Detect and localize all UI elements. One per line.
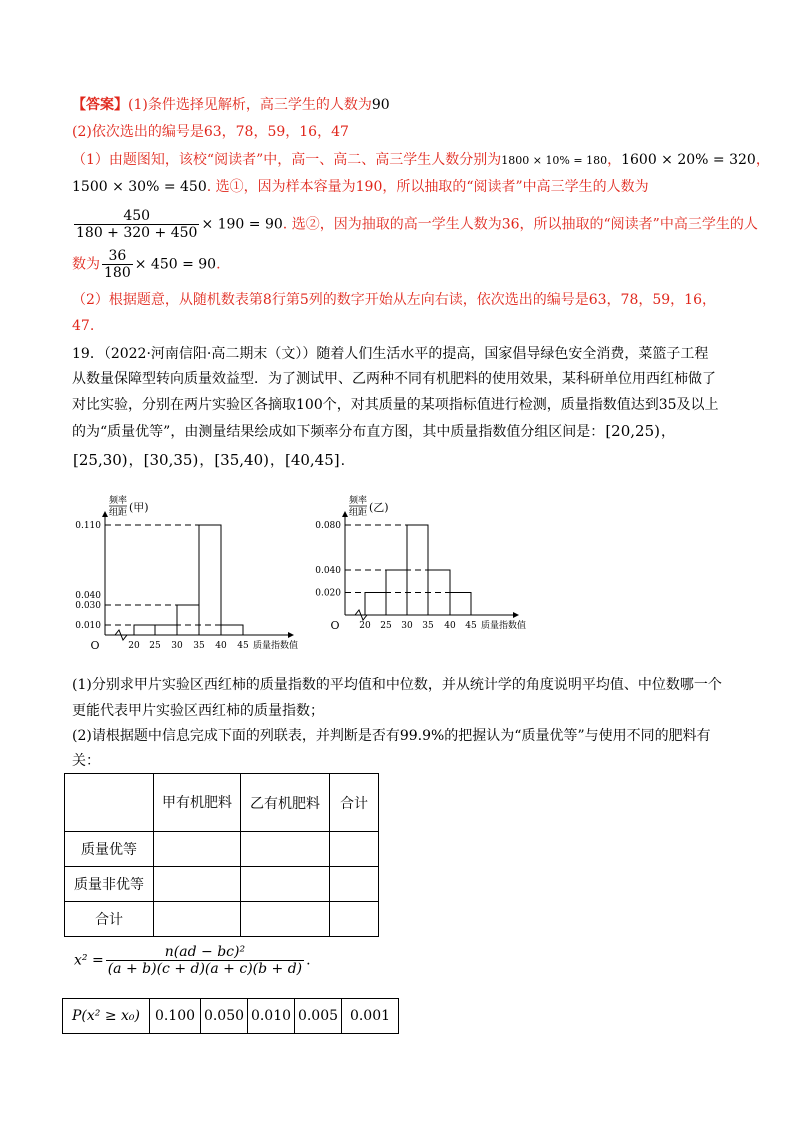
solution-comma: ， — [607, 152, 622, 168]
row-label-total: 合计 — [65, 902, 154, 937]
interval-3: [30,35) — [143, 451, 199, 469]
table-row — [65, 832, 379, 867]
ptable-value: 0.050 — [201, 999, 248, 1034]
interval-2: [25,30) — [73, 451, 128, 469]
histogram-jia — [60, 485, 320, 665]
origin-label: O — [330, 619, 340, 632]
histogram-bar — [134, 625, 155, 635]
y-tick-label: 0.020 — [315, 588, 341, 599]
x-tick-label: 30 — [401, 621, 413, 631]
table-cell[interactable] — [154, 832, 241, 867]
x-tick-label: 25 — [380, 621, 392, 631]
part1-line-1: (1)分别求甲片实验区西红柿的质量指数的平均值和中位数，并从统计学的角度说明平均值、中位数哪一个 — [72, 677, 722, 693]
solution-line-5: （2）根据题意，从随机数表第8行第5列的数字开始从左向右读，依次选出的编号是63，78，59，16， — [72, 292, 716, 308]
answer-tag: 【答案】 — [72, 97, 128, 113]
ptable-value: 0.100 — [150, 999, 201, 1034]
x-tick-label: 30 — [171, 641, 183, 651]
y-axis-arrow — [342, 511, 348, 517]
solution-s1-d: 数为 — [72, 256, 100, 273]
x-tick-label: 20 — [359, 621, 371, 631]
y-tick-label: 0.040 — [75, 591, 101, 601]
solution-line-4 — [72, 248, 221, 281]
chi-square-formula — [74, 944, 311, 977]
q19-line-3: 对比实验，分别在两片实验区各摘取100个，对其质量的某项指标值进行检测，质量指数值达到35及以上 — [72, 397, 719, 413]
q19-line-2: 从数量保障型转向质量效益型．为了测试甲、乙两种不同有机肥料的使用效果，某科研单位用西红柿做了 — [72, 371, 716, 387]
histogram-bar — [450, 593, 471, 616]
table-cell[interactable] — [241, 902, 330, 937]
y-axis-arrow — [102, 511, 108, 517]
interval-4: [35,40) — [214, 451, 269, 469]
q19-line-4: 的为“质量优等”，由测量结果绘成如下频率分布直方图，其中质量指数值分组区间是：[20,25)， — [72, 422, 675, 440]
x-tick-label: 35 — [422, 621, 434, 631]
probability-table — [62, 998, 399, 1034]
x-tick-label: 25 — [149, 641, 161, 651]
row-label-good: 质量优等 — [65, 832, 154, 867]
header-blank — [65, 774, 154, 832]
part2-line-1: (2)请根据题中信息完成下面的列联表，并判断是否有99.9%的把握认为“质量优等”与使用不同的肥料有 — [72, 728, 711, 744]
table-cell[interactable] — [241, 832, 330, 867]
table-cell[interactable] — [154, 867, 241, 902]
solution-line-2 — [72, 177, 649, 197]
fraction-1-rest: × 190 = 90 — [201, 216, 283, 233]
solution-e2: 1600 × 20% = 320 — [621, 152, 756, 168]
fraction-1: $\frac{450}{180 + 320 + 450}$ — [76, 208, 198, 241]
table-row — [65, 867, 379, 902]
table-cell[interactable] — [330, 902, 379, 937]
y-tick-label: 0.010 — [75, 621, 101, 631]
formula-fraction: $\frac{\text{n(ad − bc)²}}{(a + b)(c + d)(a + c)(b + d)}$ — [107, 944, 303, 977]
header-yi: 乙有机肥料 — [241, 774, 330, 832]
histogram-bar — [199, 525, 221, 635]
x-axis-arrow — [288, 632, 294, 638]
table-cell[interactable] — [330, 867, 379, 902]
q19-line-1: 19．（2022·河南信阳·高二期末（文））随着人们生活水平的提高，国家倡导绿色安全消费，菜篮子工程 — [72, 346, 709, 362]
solution-line-3 — [72, 208, 758, 241]
ylabel-top: 频率 — [109, 496, 128, 506]
solution-line-1 — [72, 150, 770, 171]
y-tick-label: 0.080 — [315, 521, 341, 531]
solution-s1-a: （1）由题图知，该校“阅读者”中，高一、高二、高三学生人数分别为 — [72, 152, 502, 168]
header-jia: 甲有机肥料 — [154, 774, 241, 832]
formula-end: . — [306, 952, 311, 969]
ptable-value: 0.010 — [248, 999, 295, 1034]
x-tick-label: 40 — [215, 641, 227, 651]
table-header-row — [65, 774, 379, 832]
ylabel-bottom: 组距 — [109, 508, 128, 518]
q19-line-5: [25,30)，[30,35)，[35,40)，[40,45]. — [73, 451, 346, 469]
answer-line-2: (2)依次选出的编号是63，78，59，16，47 — [72, 124, 349, 140]
q19-l4-text: 的为“质量优等”，由测量结果绘成如下频率分布直方图，其中质量指数值分组区间是： — [72, 424, 605, 440]
x-axis-arrow — [513, 612, 519, 618]
histogram-bar — [221, 625, 243, 635]
answer-part1: (1)条件选择见解析，高三学生的人数为 — [128, 97, 372, 113]
interval-5: [40,45] — [284, 451, 340, 469]
part2-line-2: 关： — [72, 753, 100, 769]
y-tick-label: 0.030 — [75, 601, 101, 611]
ptable-value: 0.005 — [295, 999, 342, 1034]
table-cell[interactable] — [154, 902, 241, 937]
y-tick-label: 0.040 — [315, 566, 341, 576]
fraction-2-rest: × 450 = 90 — [134, 256, 217, 273]
table-row — [65, 902, 379, 937]
formula-lhs: x² = — [74, 952, 104, 969]
answer-part1-value: 90 — [371, 97, 390, 113]
x-tick-label: 45 — [465, 621, 477, 631]
x-axis-label: 质量指数值 — [481, 621, 527, 631]
chart-title: (乙) — [369, 501, 389, 514]
solution-s1-b: . 选①，因为样本容量为190，所以抽取的“阅读者”中高三学生的人数为 — [206, 179, 649, 195]
histogram-bar — [155, 625, 177, 635]
solution-line-6: 47. — [72, 318, 95, 334]
x-tick-label: 20 — [128, 641, 140, 651]
solution-period: . — [216, 256, 221, 273]
origin-label: O — [90, 639, 100, 652]
x-tick-label: 45 — [237, 641, 249, 651]
part1-line-2: 更能代表甲片实验区西红柿的质量指数； — [72, 703, 324, 719]
y-tick-label: 0.110 — [75, 521, 101, 531]
chart-title: (甲) — [129, 501, 149, 514]
x-tick-label: 35 — [193, 641, 205, 651]
interval-1: [20,25) — [605, 422, 660, 440]
solution-s1-c: . 选②，因为抽取的高一学生人数为36，所以抽取的“阅读者”中高三学生的人 — [282, 216, 758, 233]
ylabel-bottom: 组距 — [349, 508, 368, 518]
table-cell[interactable] — [241, 867, 330, 902]
x-axis-label: 质量指数值 — [253, 641, 299, 651]
histogram-yi — [300, 485, 560, 665]
ptable-label: P(x² ≥ x₀) — [63, 999, 150, 1034]
ylabel-top: 频率 — [349, 496, 368, 506]
solution-e3: 1500 × 30% = 450 — [72, 179, 207, 195]
answer-line-1 — [72, 95, 390, 115]
fraction-2: $\frac{36}{180}$ — [104, 248, 131, 281]
solution-e1: 1800 × 10% = 180 — [501, 154, 608, 167]
histogram-bar — [177, 605, 199, 635]
solution-comma-2: ， — [755, 152, 770, 168]
table-cell[interactable] — [330, 832, 379, 867]
table-row — [63, 999, 399, 1034]
ptable-value: 0.001 — [342, 999, 399, 1034]
x-tick-label: 40 — [444, 621, 456, 631]
row-label-not-good: 质量非优等 — [65, 867, 154, 902]
contingency-table — [64, 773, 379, 937]
histogram-bar — [365, 593, 386, 616]
header-total: 合计 — [330, 774, 379, 832]
